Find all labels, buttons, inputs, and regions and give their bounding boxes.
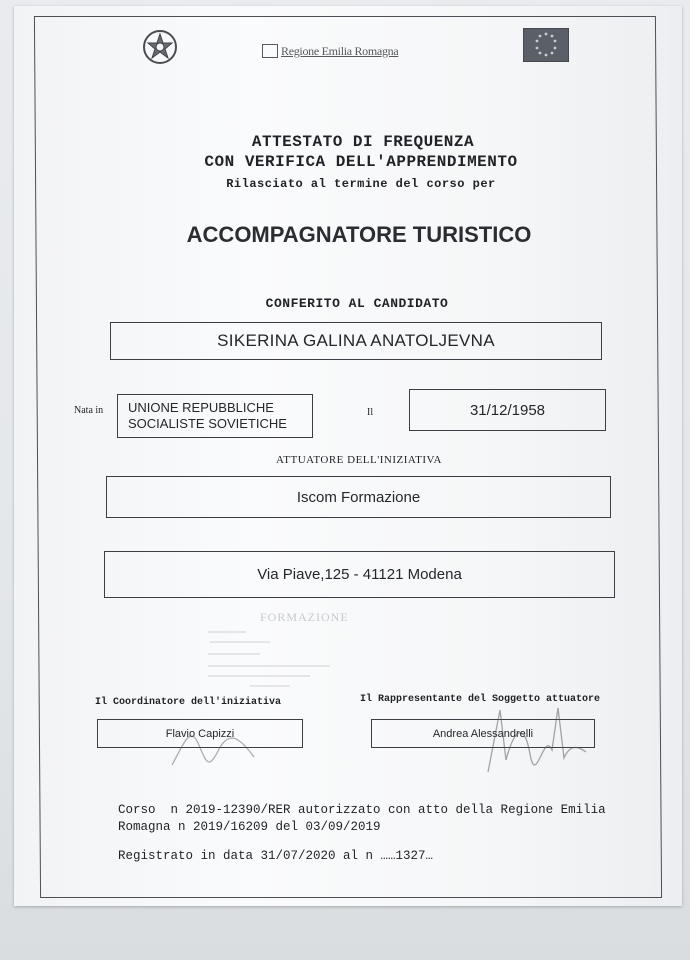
representative-label: Il Rappresentante del Soggetto attuatore: [360, 694, 601, 705]
registration-line: Registrato in data 31/07/2020 al n ……1327…: [118, 849, 434, 863]
candidate-name: SIKERINA GALINA ANATOLJEVNA: [217, 331, 495, 350]
birth-date-box: [409, 389, 606, 431]
course-info-line-2: Romagna n 2019/16209 del 03/09/2019: [118, 820, 381, 834]
course-info-line-1: Corso n 2019-12390/RER autorizzato con atto della Regione Emilia: [118, 803, 606, 817]
representative-signature: [480, 700, 590, 780]
stamp-text: FORMAZIONE: [260, 610, 349, 624]
birth-date: 31/12/1958: [469, 401, 546, 419]
provider-address: Via Piave,125 - 41121 Modena: [257, 566, 462, 583]
provider-name: Iscom Formazione: [296, 488, 421, 506]
course-title: ACCOMPAGNATORE TURISTICO: [186, 222, 532, 247]
birth-place-label: Nata in: [74, 405, 104, 416]
italian-republic-emblem-icon: [141, 28, 179, 66]
candidate-label: CONFERITO AL CANDIDATO: [265, 296, 449, 311]
provider-name-box: [106, 476, 611, 518]
birth-place-line-2: SOCIALISTE SOVIETICHE: [128, 416, 287, 431]
coordinator-signature: [165, 715, 258, 775]
eu-flag-icon: [523, 28, 569, 62]
coordinator-name: Flavio Capizzi: [165, 727, 235, 740]
birth-place-line-1: UNIONE REPUBBLICHE: [128, 400, 274, 415]
birth-place-box: [117, 394, 313, 438]
coordinator-label: Il Coordinatore dell'iniziativa: [95, 697, 282, 708]
provider-label: ATTUATORE DELL'INIZIATIVA: [276, 454, 442, 466]
candidate-name-box: [110, 322, 602, 360]
faded-stamp: [150, 606, 350, 696]
representative-name: Andrea Alessandrelli: [432, 727, 534, 740]
title-line-2: CON VERIFICA DELL'APPRENDIMENTO: [204, 153, 518, 171]
title-line-1: ATTESTATO DI FREQUENZA: [251, 133, 475, 151]
region-logo-text: Regione Emilia Romagna: [281, 43, 399, 58]
provider-address-box: [104, 551, 615, 598]
region-logo: [262, 40, 422, 62]
birth-date-label: Il: [367, 407, 374, 418]
region-logo-mark: [262, 44, 278, 58]
title-line-3: Rilasciato al termine del corso per: [226, 177, 496, 191]
